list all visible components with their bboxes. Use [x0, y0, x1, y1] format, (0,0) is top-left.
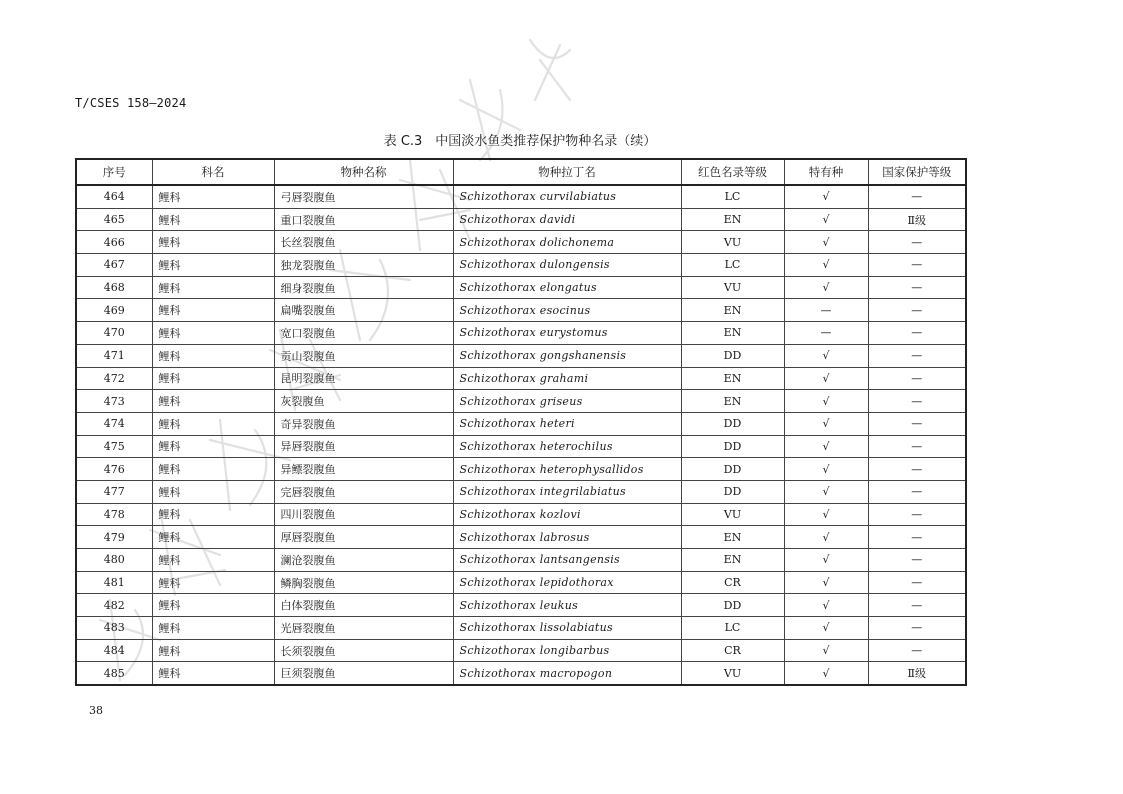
- table-caption: 表 C.3 中国淡水鱼类推荐保护物种名录（续）: [383, 134, 657, 149]
- serial-number-cell: 485: [76, 662, 152, 685]
- endemic-cell: √: [784, 435, 868, 458]
- red-list-level-cell: DD: [681, 594, 784, 617]
- family-cell: 鲤科: [152, 322, 274, 345]
- table-row: [76, 322, 966, 345]
- serial-number-cell: 478: [76, 503, 152, 526]
- serial-number-cell: 466: [76, 231, 152, 254]
- red-list-level-cell: DD: [681, 435, 784, 458]
- protection-level-cell: —: [868, 458, 966, 481]
- latin-name-cell: Schizothorax griseus: [453, 390, 681, 413]
- endemic-cell: √: [784, 617, 868, 640]
- protection-level-cell: —: [868, 549, 966, 572]
- family-cell: 鲤科: [152, 254, 274, 277]
- serial-number-cell: 479: [76, 526, 152, 549]
- latin-name-cell: Schizothorax lissolabiatus: [453, 617, 681, 640]
- table-row: [76, 617, 966, 640]
- endemic-cell: √: [784, 503, 868, 526]
- red-list-level-cell: DD: [681, 480, 784, 503]
- species-name-cell: 厚唇裂腹鱼: [274, 526, 453, 549]
- endemic-cell: √: [784, 662, 868, 685]
- serial-number-cell: 477: [76, 480, 152, 503]
- family-cell: 鲤科: [152, 549, 274, 572]
- serial-number-cell: 471: [76, 344, 152, 367]
- serial-number-cell: 469: [76, 299, 152, 322]
- serial-number-cell: 475: [76, 435, 152, 458]
- table-row: [76, 639, 966, 662]
- table-row: [76, 458, 966, 481]
- protection-level-cell: —: [868, 503, 966, 526]
- header-protection-level: 国家保护等级: [868, 159, 966, 185]
- serial-number-cell: 465: [76, 208, 152, 231]
- protection-level-cell: —: [868, 367, 966, 390]
- protection-level-cell: —: [868, 412, 966, 435]
- species-name-cell: 异唇裂腹鱼: [274, 435, 453, 458]
- latin-name-cell: Schizothorax eurystomus: [453, 322, 681, 345]
- protection-level-cell: —: [868, 480, 966, 503]
- species-name-cell: 异鳔裂腹鱼: [274, 458, 453, 481]
- red-list-level-cell: CR: [681, 571, 784, 594]
- endemic-cell: √: [784, 480, 868, 503]
- serial-number-cell: 467: [76, 254, 152, 277]
- endemic-cell: √: [784, 412, 868, 435]
- family-cell: 鲤科: [152, 185, 274, 208]
- protection-level-cell: —: [868, 639, 966, 662]
- serial-number-cell: 481: [76, 571, 152, 594]
- species-name-cell: 昆明裂腹鱼: [274, 367, 453, 390]
- protection-level-cell: —: [868, 526, 966, 549]
- header-red-list-level: 红色名录等级: [681, 159, 784, 185]
- species-name-cell: 贡山裂腹鱼: [274, 344, 453, 367]
- protection-level-cell: —: [868, 299, 966, 322]
- header-species-name: 物种名称: [274, 159, 453, 185]
- serial-number-cell: 484: [76, 639, 152, 662]
- latin-name-cell: Schizothorax macropogon: [453, 662, 681, 685]
- species-name-cell: 长须裂腹鱼: [274, 639, 453, 662]
- species-name-cell: 弓唇裂腹鱼: [274, 185, 453, 208]
- red-list-level-cell: EN: [681, 299, 784, 322]
- red-list-level-cell: EN: [681, 526, 784, 549]
- table-row: [76, 594, 966, 617]
- table-row: [76, 549, 966, 572]
- table-row: [76, 571, 966, 594]
- table-row: [76, 435, 966, 458]
- species-name-cell: 奇异裂腹鱼: [274, 412, 453, 435]
- protection-level-cell: —: [868, 344, 966, 367]
- latin-name-cell: Schizothorax davidi: [453, 208, 681, 231]
- endemic-cell: √: [784, 185, 868, 208]
- latin-name-cell: Schizothorax dolichonema: [453, 231, 681, 254]
- endemic-cell: √: [784, 390, 868, 413]
- latin-name-cell: Schizothorax heteri: [453, 412, 681, 435]
- serial-number-cell: 476: [76, 458, 152, 481]
- species-name-cell: 鳞胸裂腹鱼: [274, 571, 453, 594]
- endemic-cell: √: [784, 458, 868, 481]
- endemic-cell: √: [784, 231, 868, 254]
- serial-number-cell: 464: [76, 185, 152, 208]
- red-list-level-cell: LC: [681, 185, 784, 208]
- table-row: [76, 344, 966, 367]
- species-name-cell: 细身裂腹鱼: [274, 276, 453, 299]
- latin-name-cell: Schizothorax heterochilus: [453, 435, 681, 458]
- family-cell: 鲤科: [152, 367, 274, 390]
- latin-name-cell: Schizothorax integrilabiatus: [453, 480, 681, 503]
- protection-level-cell: Ⅱ级: [868, 662, 966, 685]
- latin-name-cell: Schizothorax curvilabiatus: [453, 185, 681, 208]
- endemic-cell: √: [784, 571, 868, 594]
- latin-name-cell: Schizothorax longibarbus: [453, 639, 681, 662]
- protection-level-cell: —: [868, 594, 966, 617]
- family-cell: 鲤科: [152, 276, 274, 299]
- protection-level-cell: —: [868, 322, 966, 345]
- table-row: [76, 276, 966, 299]
- family-cell: 鲤科: [152, 435, 274, 458]
- family-cell: 鲤科: [152, 390, 274, 413]
- table-row: [76, 503, 966, 526]
- table-row: [76, 231, 966, 254]
- table-header: [76, 159, 966, 185]
- protection-level-cell: —: [868, 571, 966, 594]
- red-list-level-cell: LC: [681, 617, 784, 640]
- red-list-level-cell: LC: [681, 254, 784, 277]
- protection-level-cell: —: [868, 276, 966, 299]
- table-row: [76, 390, 966, 413]
- endemic-cell: √: [784, 254, 868, 277]
- table-row: [76, 185, 966, 208]
- red-list-level-cell: DD: [681, 344, 784, 367]
- red-list-level-cell: CR: [681, 639, 784, 662]
- species-name-cell: 光唇裂腹鱼: [274, 617, 453, 640]
- latin-name-cell: Schizothorax elongatus: [453, 276, 681, 299]
- table-row: [76, 299, 966, 322]
- latin-name-cell: Schizothorax lantsangensis: [453, 549, 681, 572]
- red-list-level-cell: DD: [681, 458, 784, 481]
- red-list-level-cell: EN: [681, 549, 784, 572]
- endemic-cell: √: [784, 208, 868, 231]
- protection-level-cell: —: [868, 435, 966, 458]
- latin-name-cell: Schizothorax labrosus: [453, 526, 681, 549]
- endemic-cell: √: [784, 367, 868, 390]
- table-row: [76, 367, 966, 390]
- protection-level-cell: —: [868, 185, 966, 208]
- serial-number-cell: 468: [76, 276, 152, 299]
- endemic-cell: √: [784, 594, 868, 617]
- latin-name-cell: Schizothorax kozlovi: [453, 503, 681, 526]
- red-list-level-cell: EN: [681, 390, 784, 413]
- red-list-level-cell: EN: [681, 208, 784, 231]
- serial-number-cell: 480: [76, 549, 152, 572]
- species-name-cell: 巨须裂腹鱼: [274, 662, 453, 685]
- standard-code: T/CSES 158—2024: [75, 96, 187, 110]
- header-latin-name: 物种拉丁名: [453, 159, 681, 185]
- latin-name-cell: Schizothorax esocinus: [453, 299, 681, 322]
- family-cell: 鲤科: [152, 594, 274, 617]
- header-endemic: 特有种: [784, 159, 868, 185]
- table-row: [76, 208, 966, 231]
- protection-level-cell: —: [868, 254, 966, 277]
- species-name-cell: 完唇裂腹鱼: [274, 480, 453, 503]
- endemic-cell: √: [784, 526, 868, 549]
- latin-name-cell: Schizothorax heterophysallidos: [453, 458, 681, 481]
- species-name-cell: 扁嘴裂腹鱼: [274, 299, 453, 322]
- protection-level-cell: —: [868, 617, 966, 640]
- endemic-cell: —: [784, 322, 868, 345]
- serial-number-cell: 483: [76, 617, 152, 640]
- family-cell: 鲤科: [152, 639, 274, 662]
- table-body: [76, 185, 966, 685]
- family-cell: 鲤科: [152, 662, 274, 685]
- red-list-level-cell: EN: [681, 367, 784, 390]
- family-cell: 鲤科: [152, 480, 274, 503]
- serial-number-cell: 482: [76, 594, 152, 617]
- serial-number-cell: 470: [76, 322, 152, 345]
- latin-name-cell: Schizothorax grahami: [453, 367, 681, 390]
- endemic-cell: √: [784, 344, 868, 367]
- serial-number-cell: 472: [76, 367, 152, 390]
- family-cell: 鲤科: [152, 231, 274, 254]
- endemic-cell: √: [784, 549, 868, 572]
- endemic-cell: √: [784, 639, 868, 662]
- family-cell: 鲤科: [152, 571, 274, 594]
- latin-name-cell: Schizothorax dulongensis: [453, 254, 681, 277]
- page-number: 38: [89, 704, 103, 717]
- endemic-cell: —: [784, 299, 868, 322]
- red-list-level-cell: VU: [681, 503, 784, 526]
- family-cell: 鲤科: [152, 208, 274, 231]
- protection-level-cell: —: [868, 390, 966, 413]
- endemic-cell: √: [784, 276, 868, 299]
- species-name-cell: 宽口裂腹鱼: [274, 322, 453, 345]
- species-name-cell: 白体裂腹鱼: [274, 594, 453, 617]
- red-list-level-cell: VU: [681, 231, 784, 254]
- species-name-cell: 独龙裂腹鱼: [274, 254, 453, 277]
- serial-number-cell: 474: [76, 412, 152, 435]
- species-name-cell: 灰裂腹鱼: [274, 390, 453, 413]
- species-name-cell: 重口裂腹鱼: [274, 208, 453, 231]
- serial-number-cell: 473: [76, 390, 152, 413]
- family-cell: 鲤科: [152, 412, 274, 435]
- table-row: [76, 480, 966, 503]
- family-cell: 鲤科: [152, 526, 274, 549]
- family-cell: 鲤科: [152, 458, 274, 481]
- species-name-cell: 长丝裂腹鱼: [274, 231, 453, 254]
- table-row: [76, 254, 966, 277]
- header-serial-number: 序号: [76, 159, 152, 185]
- table-row: [76, 526, 966, 549]
- red-list-level-cell: VU: [681, 662, 784, 685]
- family-cell: 鲤科: [152, 299, 274, 322]
- latin-name-cell: Schizothorax leukus: [453, 594, 681, 617]
- family-cell: 鲤科: [152, 503, 274, 526]
- family-cell: 鲤科: [152, 344, 274, 367]
- species-table: [75, 158, 967, 686]
- species-name-cell: 四川裂腹鱼: [274, 503, 453, 526]
- species-name-cell: 澜沧裂腹鱼: [274, 549, 453, 572]
- red-list-level-cell: VU: [681, 276, 784, 299]
- protection-level-cell: —: [868, 231, 966, 254]
- family-cell: 鲤科: [152, 617, 274, 640]
- table-row: [76, 662, 966, 685]
- protection-level-cell: Ⅱ级: [868, 208, 966, 231]
- header-family: 科名: [152, 159, 274, 185]
- red-list-level-cell: DD: [681, 412, 784, 435]
- red-list-level-cell: EN: [681, 322, 784, 345]
- latin-name-cell: Schizothorax lepidothorax: [453, 571, 681, 594]
- table-row: [76, 412, 966, 435]
- latin-name-cell: Schizothorax gongshanensis: [453, 344, 681, 367]
